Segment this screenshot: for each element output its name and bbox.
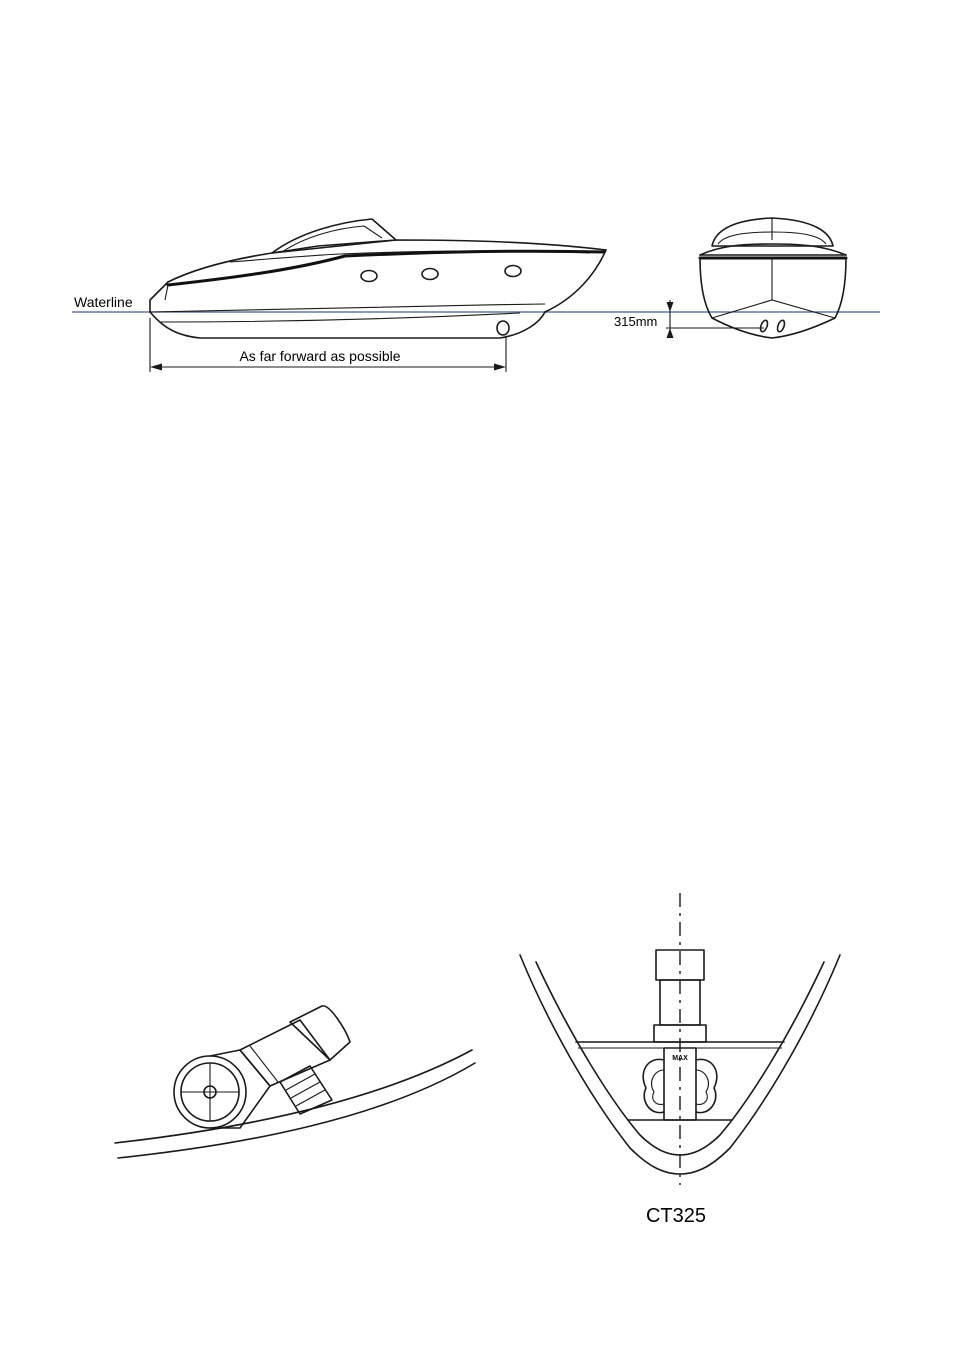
porthole-1 [361,271,377,282]
front-hull [700,258,846,338]
tunnel-port [759,319,769,332]
depth-label: 315mm [614,314,658,329]
forward-label: As far forward as possible [239,348,401,364]
tunnel-starboard [776,319,786,332]
windscreen [272,219,396,253]
thruster-side-view [115,1006,475,1158]
boat-side-view [72,219,880,372]
tunnel-side [497,321,509,335]
thruster-cross-section [520,893,840,1227]
sheer-line [168,251,604,285]
bow-stem [545,250,606,312]
boat-front-view [614,218,846,338]
porthole-2 [422,269,438,280]
model-label: CT325 [645,1205,707,1227]
hull-curve-inner [118,1063,475,1158]
porthole-3 [505,266,521,277]
motor-cap [290,1006,350,1060]
brand-label: MAX [672,1055,688,1062]
waterline-label: Waterline [74,294,133,310]
hull-bottom [150,312,545,338]
